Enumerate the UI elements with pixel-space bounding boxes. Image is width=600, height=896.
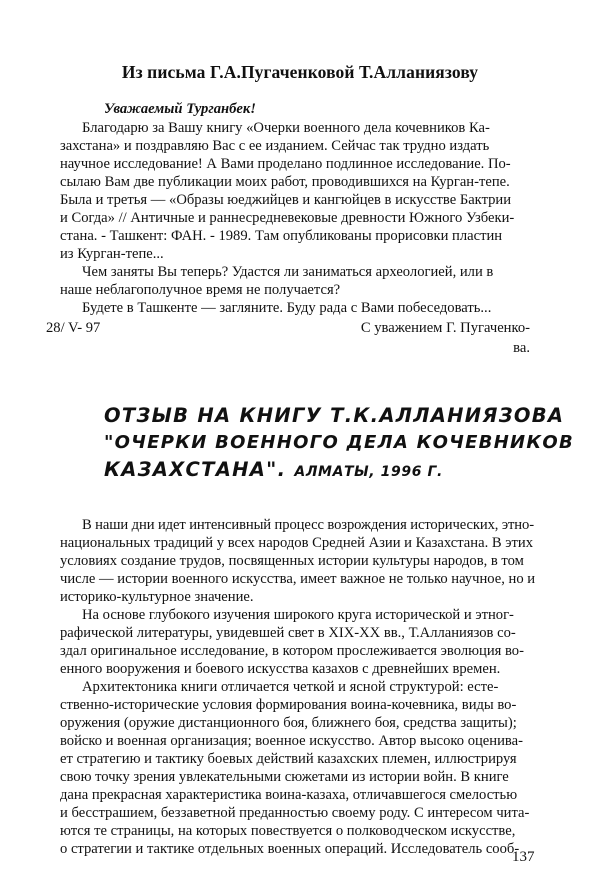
letter-signature-tail: ва.: [513, 340, 530, 356]
letter-line: научное исследование! А Вами проделано подлинное исследование. По-: [60, 156, 511, 172]
review-line: войско и военная организация; военное искусство. Автор высоко оценива-: [60, 733, 523, 749]
letter-date: 28/ V- 97: [46, 320, 101, 336]
review-title-imprint: АЛМАТЫ, 1996 Г.: [294, 464, 443, 480]
letter-line: из Курган-тепе...: [60, 246, 164, 262]
letter-line: Была и третья — «Образы юеджийцев и кангюйцев в искусстве Бактрии: [60, 192, 512, 208]
letter-salutation: Уважаемый Турганбек!: [104, 101, 256, 117]
review-line: и бесстрашием, беззаветной преданностью своему роду. С интересом чита-: [60, 805, 530, 821]
review-line: Архитектоника книги отличается четкой и ясной структурой: есте-: [82, 679, 499, 695]
review-line: дана прекрасная характеристика воина-казаха, отличавшегося смелостью: [60, 787, 518, 803]
review-line: свою точку зрения увлекательными сюжетами из истории войн. В книге: [60, 769, 509, 785]
letter-heading: Из письма Г.А.Пугаченковой Т.Алланиязову: [121, 62, 479, 82]
review-title-line-3: [104, 458, 443, 481]
letter-line: захстана» и поздравляю Вас с ее изданием. Сейчас так трудно издать: [60, 138, 490, 154]
letter-line: Благодарю за Вашу книгу «Очерки военного дела кочевников Ка-: [82, 120, 490, 136]
letter-line: Чем заняты Вы теперь? Удастся ли заниматься археологией, или в: [82, 264, 494, 280]
letter-line: сылаю Вам две публикации моих работ, проводившихся на Курган-тепе.: [60, 174, 510, 190]
letter-line: наше неблагополучное время не получается?: [60, 282, 341, 298]
review-line: национальных традиций у всех народов Средней Азии и Казахстана. В этих: [60, 535, 533, 551]
review-line: рафической литературы, увидевшей свет в XIX-XX вв., Т.Алланиязов со-: [60, 625, 516, 641]
letter-line: и Согда» // Античные и раннесредневековые древности Южного Узбеки-: [60, 210, 515, 226]
letter-line: Будете в Ташкенте — загляните. Буду рада с Вами побеседовать...: [82, 300, 492, 316]
page-number: 137: [512, 849, 535, 865]
review-title-line-1: ОТЗЫВ НА КНИГУ Т.К.АЛЛАНИЯЗОВА: [104, 404, 565, 427]
review-line: историко-культурное значение.: [60, 589, 254, 605]
review-line: числе — истории военного искусства, имеет важное не только научное, но и: [60, 571, 536, 587]
review-line: ственно-исторические условия формирования воина-кочевника, виды во-: [60, 697, 517, 713]
review-line: условиях создание трудов, посвященных истории культуры народов, в том: [60, 553, 524, 569]
review-title-line-2: "ОЧЕРКИ ВОЕННОГО ДЕЛА КОЧЕВНИКОВ: [104, 432, 575, 453]
review-line: здал оригинальное исследование, в котором прослеживается эволюция во-: [60, 643, 524, 659]
review-line: В наши дни идет интенсивный процесс возрождения исторических, этно-: [82, 517, 534, 533]
letter-line: стана. - Ташкент: ФАН. - 1989. Там опубликованы прорисовки пластин: [60, 228, 503, 244]
review-line: На основе глубокого изучения широкого круга исторической и этног-: [82, 607, 514, 623]
review-line: о стратегии и тактике отдельных военных операций. Исследователь сооб-: [60, 841, 520, 857]
review-line: ет стратегию и тактику боевых действий казахских племен, иллюстрируя: [60, 751, 517, 767]
review-line: оружения (оружие дистанционного боя, ближнего боя, средства защиты);: [60, 715, 517, 731]
review-title-main: КАЗАХСТАНА".: [104, 458, 287, 481]
review-line: енного вооружения и боевого искусства казахов с древнейших времен.: [60, 661, 501, 677]
letter-signature: С уважением Г. Пугаченко-: [360, 320, 530, 336]
review-line: ются те страницы, на которых повествуется о полководческом искусстве,: [60, 823, 516, 839]
